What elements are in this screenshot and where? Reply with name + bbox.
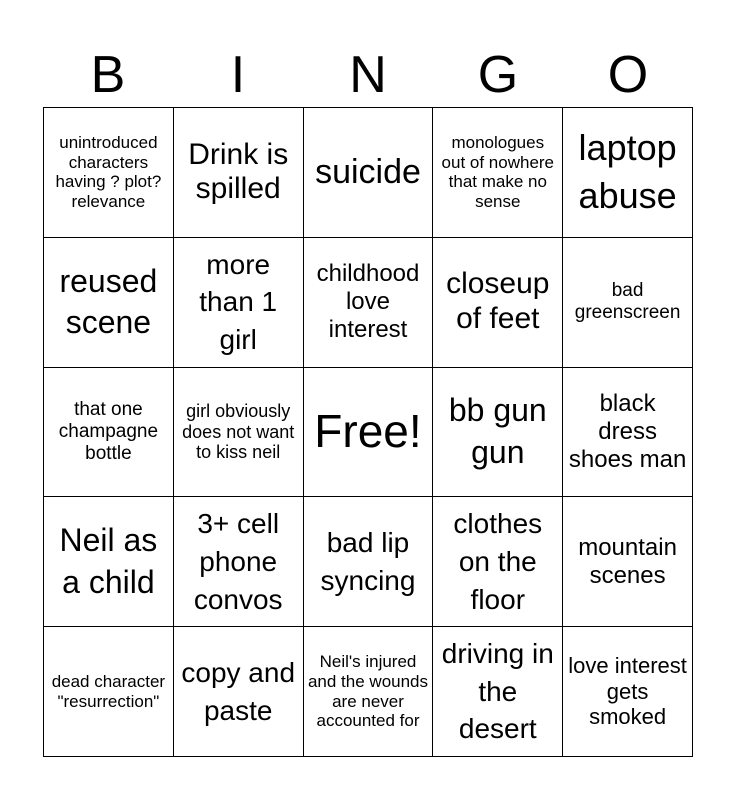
bingo-cell[interactable]: driving in the desert: [433, 627, 563, 757]
bingo-cell[interactable]: unintroduced characters having ? plot? relevance: [44, 108, 174, 238]
header-letter-i: I: [230, 46, 246, 104]
bingo-cell[interactable]: childhood love interest: [304, 238, 434, 368]
bingo-cell[interactable]: black dress shoes man: [563, 368, 693, 498]
bingo-cell[interactable]: clothes on the floor: [433, 497, 563, 627]
bingo-cell[interactable]: closeup of feet: [433, 238, 563, 368]
bingo-cell[interactable]: bb gun gun: [433, 368, 563, 498]
header-letter-n: N: [349, 46, 387, 104]
header-letter-b: B: [90, 46, 126, 104]
bingo-cell[interactable]: suicide: [304, 108, 434, 238]
bingo-cell[interactable]: Drink is spilled: [174, 108, 304, 238]
bingo-cell[interactable]: laptop abuse: [563, 108, 693, 238]
bingo-grid: [43, 107, 693, 757]
bingo-cell[interactable]: copy and paste: [174, 627, 304, 757]
free-space-cell[interactable]: Free!: [304, 368, 434, 498]
header-letter-o: O: [607, 46, 649, 104]
bingo-cell[interactable]: reused scene: [44, 238, 174, 368]
bingo-cell[interactable]: monologues out of nowhere that make no sense: [433, 108, 563, 238]
bingo-header: [43, 44, 693, 106]
header-letter-g: G: [477, 46, 519, 104]
bingo-cell[interactable]: that one champagne bottle: [44, 368, 174, 498]
bingo-cell[interactable]: bad lip syncing: [304, 497, 434, 627]
bingo-cell[interactable]: Neil's injured and the wounds are never accounted for: [304, 627, 434, 757]
bingo-cell[interactable]: girl obviously does not want to kiss neil: [174, 368, 304, 498]
bingo-cell[interactable]: love interest gets smoked: [563, 627, 693, 757]
bingo-cell[interactable]: 3+ cell phone convos: [174, 497, 304, 627]
bingo-cell[interactable]: dead character "resurrection": [44, 627, 174, 757]
bingo-cell[interactable]: more than 1 girl: [174, 238, 304, 368]
bingo-cell[interactable]: bad greenscreen: [563, 238, 693, 368]
bingo-cell[interactable]: mountain scenes: [563, 497, 693, 627]
bingo-cell[interactable]: Neil as a child: [44, 497, 174, 627]
